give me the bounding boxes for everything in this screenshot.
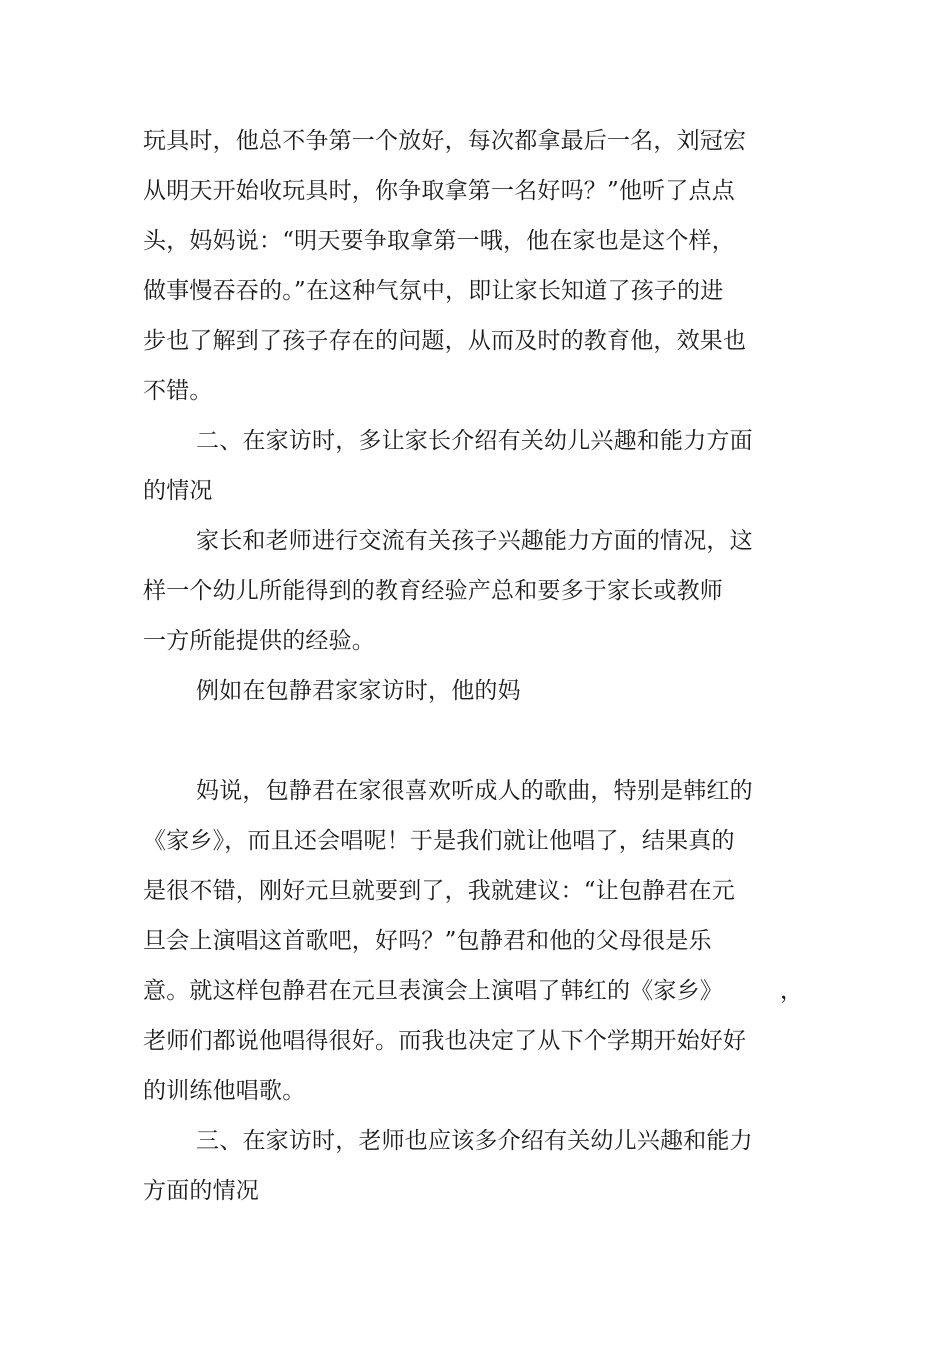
section-heading-cont: 的情况 (143, 478, 213, 504)
text-line: 头，妈妈说：“明天要争取拿第一哦，他在家也是这个样， (143, 228, 735, 254)
text-line: 一方所能提供的经验。 (143, 628, 375, 654)
section-heading: 三、在家访时，老师也应该多介绍有关幼儿兴趣和能力 (196, 1128, 753, 1154)
text-line: 不错。 (143, 378, 213, 404)
text-line: 的训练他唱歌。 (143, 1078, 306, 1104)
text-line: 从明天开始收玩具时，你争取拿第一名好吗？”他听了点点 (143, 178, 735, 204)
text-line: 步也了解到了孩子存在的问题，从而及时的教育他，效果也 (143, 328, 747, 354)
section-heading: 二、在家访时，多让家长介绍有关幼儿兴趣和能力方面 (196, 428, 753, 454)
text-line: 玩具时，他总不争第一个放好，每次都拿最后一名，刘冠宏 (143, 128, 747, 154)
text-line: 样一个幼儿所能得到的教育经验产总和要多于家长或教师 (143, 578, 723, 604)
text-line: 家长和老师进行交流有关孩子兴趣能力方面的情况，这 (196, 528, 753, 554)
text-line: 老师们都说他唱得很好。而我也决定了从下个学期开始好好 (143, 1028, 747, 1054)
text-line: 做事慢吞吞的。”在这种气氛中，即让家长知道了孩子的进 (143, 278, 724, 304)
text-line: 是很不错，刚好元旦就要到了，我就建议：“让包静君在元 (143, 878, 735, 904)
text-line: 例如在包静君家家访时，他的妈 (196, 678, 521, 704)
text-line: 《家乡》，而且还会唱呢！于是我们就让他唱了，结果真的 (143, 828, 735, 854)
text-line: 意。就这样包静君在元旦表演会上演唱了韩红的《家乡》 (143, 978, 723, 1004)
stray-comma: ， (780, 978, 803, 1004)
text-line: 旦会上演唱这首歌吧，好吗？”包静君和他的父母很是乐 (143, 928, 712, 954)
text-line: 妈说，包静君在家很喜欢听成人的歌曲，特别是韩红的 (196, 778, 753, 804)
section-heading-cont: 方面的情况 (143, 1178, 259, 1204)
